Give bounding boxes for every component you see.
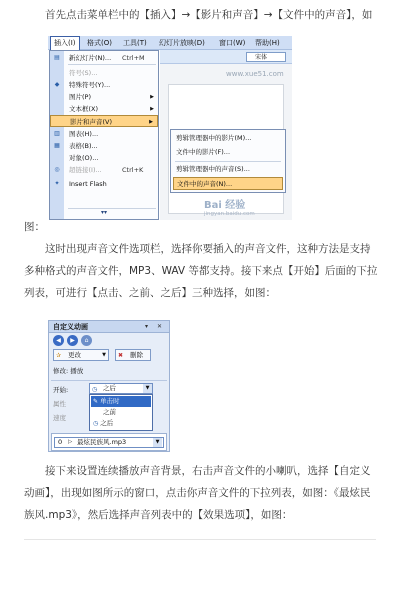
submenu-arrow-icon: ▶	[149, 119, 153, 125]
start-select[interactable]: ◷ 之后 ▼	[89, 383, 153, 394]
menu-item-label: Insert Flash	[69, 180, 107, 188]
start-options-list	[89, 394, 153, 431]
menu-item-label: 影片和声音(V)	[70, 118, 113, 126]
insert-menu-item[interactable]	[50, 140, 158, 152]
pane-dropdown-icon[interactable]: ▾	[145, 323, 149, 330]
menu-separator	[68, 208, 156, 209]
menu-shortcut: Ctrl+K	[122, 166, 144, 174]
insert-menu-item[interactable]	[50, 178, 158, 190]
option-on-click[interactable]: ✎ 单击时	[91, 396, 151, 407]
property-label: 属性	[53, 400, 66, 408]
menu-window[interactable]: 窗口(W)	[219, 39, 246, 47]
table-icon: ▦	[54, 142, 60, 149]
insert-menu-item[interactable]	[50, 115, 158, 127]
forward-icon[interactable]: ▶	[67, 335, 78, 346]
toolbar	[160, 50, 292, 64]
insert-menu-screenshot	[48, 36, 292, 220]
home-icon[interactable]: ⌂	[81, 335, 92, 346]
menu-item-label: 文本框(X)	[69, 105, 99, 113]
menu-item-label: 符号(S)...	[69, 69, 98, 77]
menu-shortcut: Ctrl+M	[122, 54, 145, 62]
insert-menu-item[interactable]	[50, 152, 158, 164]
special-symbol-icon: ◆	[54, 81, 60, 88]
clock-icon: ◷	[92, 386, 98, 393]
pane-nav	[51, 335, 167, 346]
star-icon: ✰	[56, 352, 62, 359]
start-label: 开始:	[53, 386, 69, 394]
logo-text: Bai 经验	[204, 200, 246, 211]
figure-label: 图：	[24, 221, 45, 233]
submenu-file-movie[interactable]: 文件中的影片(F)...	[176, 148, 231, 156]
change-button[interactable]: ✰ 更改 ▼	[53, 349, 109, 361]
submenu-clip-movie[interactable]: 剪辑管理器中的影片(M)...	[176, 134, 252, 142]
insert-menu-item[interactable]	[50, 52, 158, 64]
menu-item-label: 图表(H)...	[69, 130, 99, 138]
pane-title: 自定义动画	[49, 321, 169, 333]
baidu-logo	[204, 196, 288, 218]
logo-url: jingyan.baidu.com	[204, 211, 255, 217]
menu-separator	[175, 161, 281, 162]
slide-icon: ▤	[54, 54, 60, 61]
animation-list-item[interactable]: 0 ▷ 最炫民族风.mp3 ▼	[54, 437, 164, 448]
delete-icon: ✖	[118, 352, 124, 359]
speed-label: 速度	[53, 414, 66, 422]
insert-menu-item[interactable]	[50, 67, 158, 79]
watermark: www.xue51.com	[226, 70, 284, 78]
menu-help[interactable]: 帮助(H)	[255, 39, 280, 47]
chevron-double-down-icon[interactable]: ▾▾	[100, 209, 108, 216]
chevron-down-icon: ▼	[102, 352, 106, 358]
media-submenu	[170, 129, 286, 193]
insert-menu-item[interactable]	[50, 103, 158, 115]
back-icon[interactable]: ◀	[53, 335, 64, 346]
menu-item-label: 特殊符号(Y)...	[69, 81, 111, 89]
delete-button[interactable]: ✖ 删除	[115, 349, 151, 361]
divider	[24, 539, 376, 540]
chevron-down-icon[interactable]: ▼	[143, 384, 152, 393]
menu-slideshow[interactable]: 幻灯片放映(D)	[159, 39, 205, 47]
insert-menu-item[interactable]	[50, 128, 158, 140]
flash-icon: ✦	[54, 180, 60, 187]
menu-item-label: 图片(P)	[69, 93, 91, 101]
chevron-down-icon[interactable]: ▼	[153, 438, 162, 447]
menu-item-label: 对象(O)...	[69, 154, 99, 162]
menu-item-label: 表格(B)...	[69, 142, 98, 150]
chart-icon: ▥	[54, 130, 60, 137]
submenu-file-sound[interactable]: 文件中的声音(N)...	[173, 177, 283, 190]
menu-bar	[48, 36, 292, 50]
hyperlink-icon: ◎	[54, 166, 60, 173]
close-icon[interactable]: ✕	[157, 323, 163, 330]
mouse-icon: ✎	[93, 398, 99, 405]
menu-format[interactable]: 格式(O)	[87, 39, 112, 47]
play-icon: ▷	[68, 439, 73, 445]
clock-icon: ◷	[93, 420, 99, 427]
menu-insert[interactable]: 插入(I)	[50, 36, 80, 50]
submenu-arrow-icon: ▶	[150, 94, 154, 100]
submenu-arrow-icon: ▶	[150, 106, 154, 112]
insert-menu-item[interactable]	[50, 79, 158, 91]
custom-animation-pane	[48, 320, 170, 452]
animation-list	[51, 433, 167, 451]
paragraph-sound-options: 这时出现声音文件选项栏，选择你要插入的声音文件，这种方法是支持多种格式的声音文件，MP3、WAV 等都支持。接下来点【开始】后面的下拉列表，可进行【点击、之前、之后】三种选择，如图：	[24, 243, 378, 299]
menu-separator	[68, 64, 156, 65]
option-after[interactable]: ◷ 之后	[93, 419, 114, 427]
insert-menu-item[interactable]	[50, 91, 158, 103]
modify-label: 修改: 播放	[53, 367, 84, 375]
paragraph-intro: 首先点击菜单栏中的【插入】→【影片和声音】→【文件中的声音】，如	[45, 9, 373, 21]
paragraph-continuous-play: 接下来设置连续播放声音背景，右击声音文件的小喇叭，选择【自定义动画】，出现如图所示的窗口，点击你声音文件的下拉列表，如图：《最炫民族风.mp3》，然后选择声音列表中的【效果选项】，如图：	[24, 465, 371, 521]
submenu-clip-sound[interactable]: 剪辑管理器中的声音(S)...	[176, 165, 250, 173]
insert-dropdown-menu	[49, 50, 159, 220]
menu-tools[interactable]: 工具(T)	[123, 39, 147, 47]
font-name-box[interactable]: 宋体	[246, 52, 286, 62]
menu-item-label: 新幻灯片(N)...	[69, 54, 112, 62]
menu-item-label: 超链接(I)...	[69, 166, 102, 174]
insert-menu-item[interactable]	[50, 164, 158, 176]
option-before[interactable]: 之前	[103, 408, 116, 416]
